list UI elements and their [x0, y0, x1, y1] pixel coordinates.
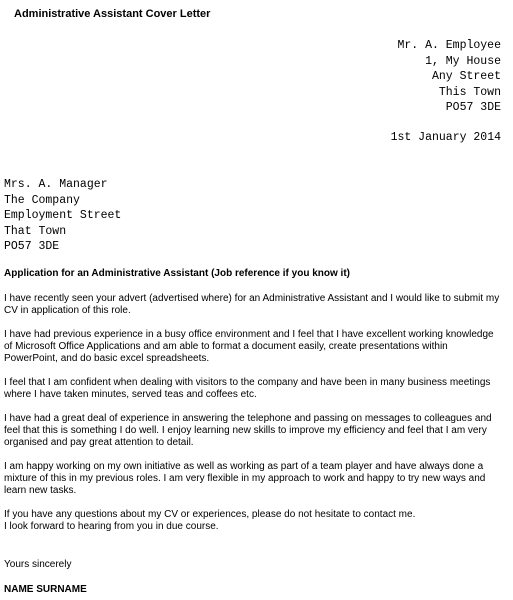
- sender-name: Mr. A. Employee: [397, 39, 501, 52]
- sender-address-line: 1, My House: [425, 54, 501, 68]
- sender-postcode: PO57 3DE: [445, 101, 501, 114]
- body-paragraph: I have had a great deal of experience in answering the telephone and passing on messages to colleagues and feel that this is something I do well. I enjoy learning new skills to improve my efficiency and feel that I am very organised and pay great attention to detail.: [4, 413, 492, 448]
- letter-closing: Yours sincerely: [4, 559, 72, 570]
- recipient-postcode: PO57 3DE: [4, 240, 60, 253]
- body-paragraph: I feel that I am confident when dealing with visitors to the company and have been in many business meetings where I have taken minutes, served teas and coffees etc.: [4, 377, 491, 400]
- body-paragraph: I look forward to hearing from you in due course.: [4, 521, 219, 532]
- body-paragraph: I have recently seen your advert (advertised where) for an Administrative Assistant and I would like to submit my CV in application of this role.: [4, 293, 500, 316]
- letter-body: [4, 293, 504, 533]
- letter-signature: NAME SURNAME: [4, 584, 87, 595]
- recipient-address-line: That Town: [4, 224, 67, 238]
- letter-date: 1st January 2014: [390, 131, 501, 144]
- body-paragraph: If you have any questions about my CV or experiences, please do not hesitate to contact me.: [4, 509, 416, 520]
- recipient-address: [4, 177, 121, 255]
- sender-address-line: This Town: [438, 85, 501, 99]
- recipient-name: Mrs. A. Manager: [4, 178, 108, 191]
- document-title: Administrative Assistant Cover Letter: [14, 8, 211, 20]
- body-paragraph: I am happy working on my own initiative as well as working as part of a team player and have always done a mixture of this in my previous roles. I am very flexible in my approach to work and happy to try new ways and learn new tasks.: [4, 461, 486, 496]
- sender-address: [397, 38, 501, 116]
- recipient-address-line: The Company: [4, 193, 80, 207]
- recipient-address-line: Employment Street: [4, 209, 122, 222]
- sender-address-line: Any Street: [431, 70, 501, 83]
- body-paragraph: I have had previous experience in a busy office environment and I feel that I have excellent working knowledge of Microsoft Office Applications and am able to format a document easily, create presentations within PowerPoint, and do basic excel spreadsheets.: [4, 329, 494, 364]
- letter-subject: Application for an Administrative Assistant (Job reference if you know it): [4, 268, 350, 279]
